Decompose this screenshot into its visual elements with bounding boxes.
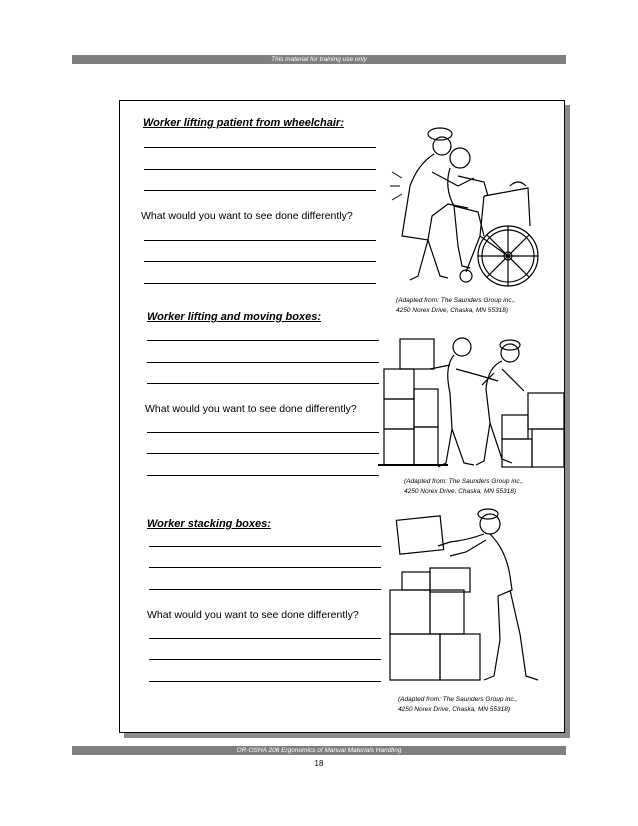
answer-line bbox=[149, 659, 381, 660]
wheelchair-patient-illustration bbox=[388, 116, 548, 292]
answer-line bbox=[147, 475, 379, 476]
section-heading-moving-boxes: Worker lifting and moving boxes: bbox=[147, 311, 321, 323]
answer-line bbox=[144, 169, 376, 170]
image-credit bbox=[404, 477, 523, 497]
answer-line bbox=[147, 340, 379, 341]
moving-boxes-illustration bbox=[378, 333, 568, 473]
header-banner: This material for training use only bbox=[72, 55, 566, 64]
answer-line bbox=[149, 681, 381, 682]
answer-line bbox=[147, 383, 379, 384]
question-text: What would you want to see done differently? bbox=[147, 609, 359, 621]
credit-line: (Adapted from: The Saunders Group inc., bbox=[396, 297, 516, 304]
section-heading-stacking-boxes: Worker stacking boxes: bbox=[147, 518, 271, 530]
answer-line bbox=[144, 261, 376, 262]
credit-line: (Adapted from: The Saunders Group inc., bbox=[404, 478, 524, 485]
stacking-boxes-illustration bbox=[388, 500, 548, 690]
question-text: What would you want to see done differently? bbox=[145, 403, 357, 415]
answer-line bbox=[144, 283, 376, 284]
answer-line bbox=[149, 567, 381, 568]
question-text: What would you want to see done differently? bbox=[141, 210, 353, 222]
image-credit bbox=[396, 296, 515, 316]
page-number: 18 bbox=[314, 759, 324, 768]
credit-line: 4250 Norex Drive, Chaska, MN 55318) bbox=[398, 706, 510, 713]
answer-line bbox=[147, 432, 379, 433]
image-credit bbox=[398, 695, 517, 715]
answer-line bbox=[149, 638, 381, 639]
credit-line: 4250 Norex Drive, Chaska, MN 55318) bbox=[404, 488, 516, 495]
credit-line: 4250 Norex Drive, Chaska, MN 55318) bbox=[396, 307, 508, 314]
footer-banner: OR-OSHA 206 Ergonomics of Manual Materials Handling bbox=[72, 746, 566, 755]
answer-line bbox=[144, 147, 376, 148]
answer-line bbox=[147, 362, 379, 363]
section-heading-wheelchair: Worker lifting patient from wheelchair: bbox=[143, 117, 344, 129]
answer-line bbox=[144, 240, 376, 241]
answer-line bbox=[149, 589, 381, 590]
answer-line bbox=[147, 453, 379, 454]
answer-line bbox=[149, 546, 381, 547]
credit-line: (Adapted from: The Saunders Group inc., bbox=[398, 696, 518, 703]
answer-line bbox=[144, 190, 376, 191]
